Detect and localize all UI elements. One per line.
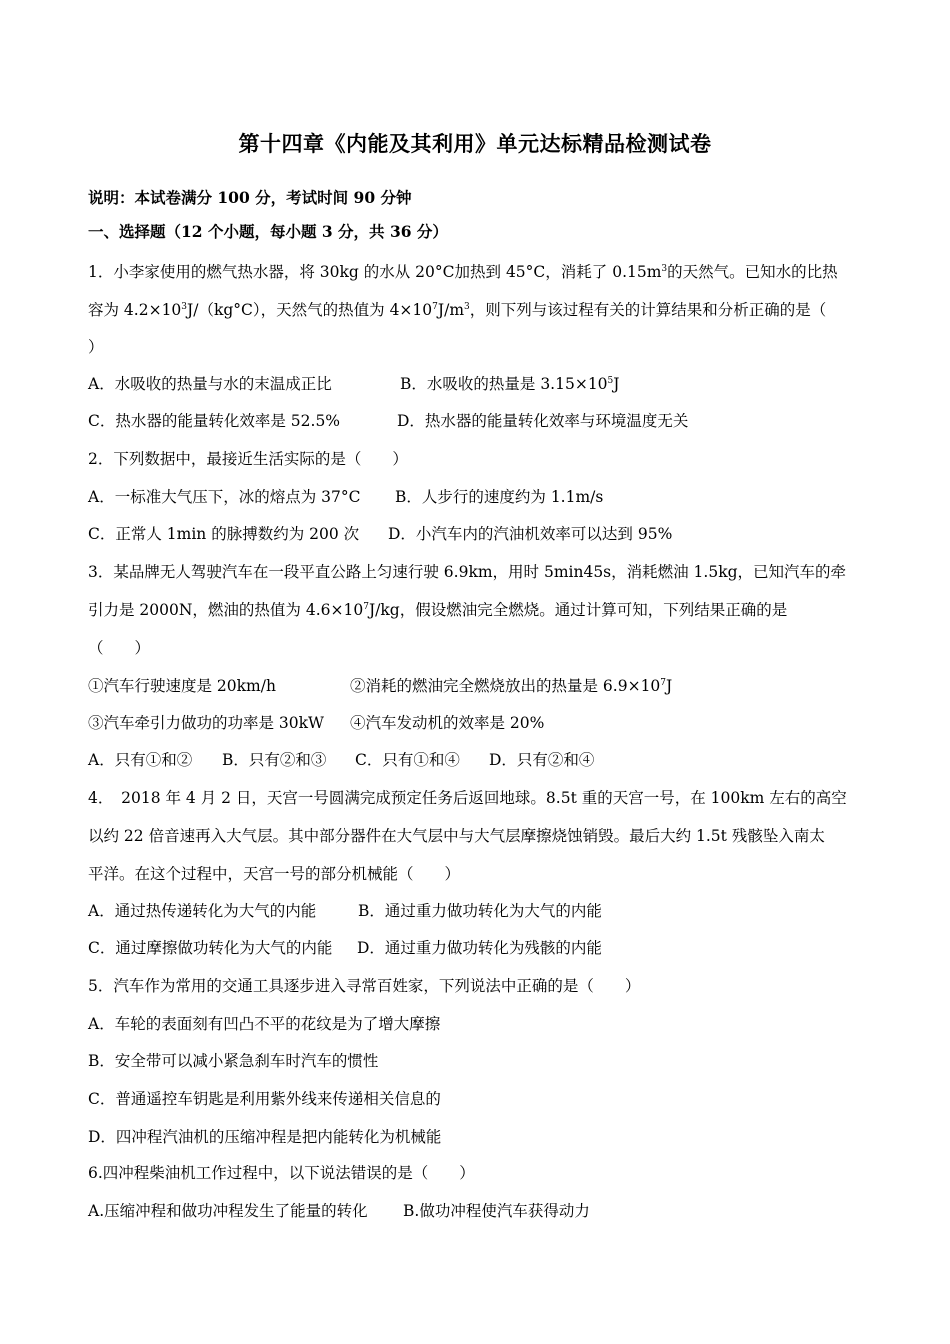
superscript: 3 <box>464 301 470 312</box>
question-1-text: J/（kg°C），天然气的热值为 4×10 <box>187 301 433 319</box>
question-3-option-c: C．只有①和④ <box>355 751 460 769</box>
question-3-option-d: D．只有②和④ <box>489 751 595 769</box>
section-heading: 一、选择题（12 个小题，每小题 3 分，共 36 分） <box>88 222 448 241</box>
question-3-text: J/kg，假设燃油完全燃烧。通过计算可知，下列结果正确的是 <box>368 601 788 619</box>
exam-instructions: 说明：本试卷满分 100 分，考试时间 90 分钟 <box>88 188 412 207</box>
question-3-option-a: A．只有①和② <box>88 751 193 769</box>
question-1-text: 容为 4.2×10 <box>88 301 182 319</box>
question-4-option-b: B．通过重力做功转化为大气的内能 <box>358 902 602 920</box>
question-5-option-d: D．四冲程汽油机的压缩冲程是把内能转化为机械能 <box>88 1128 442 1146</box>
question-4-line-2: 以约 22 倍音速再入大气层。其中部分器件在大气层中与大气层摩擦烧蚀销毁。最后大约 1.5t 残骸坠入南太 <box>88 827 825 845</box>
question-1-text: ，则下列与该过程有关的计算结果和分析正确的是（ <box>469 301 827 319</box>
question-1-line-3: ） <box>88 338 104 356</box>
question-5-option-c: C．普通遥控车钥匙是利用紫外线来传递相关信息的 <box>88 1090 441 1108</box>
question-1-option-b <box>400 374 620 394</box>
statement-text: J <box>666 677 673 695</box>
question-2-option-b: B．人步行的速度约为 1.1m/s <box>395 488 604 506</box>
question-4-option-c: C．通过摩擦做功转化为大气的内能 <box>88 939 333 957</box>
question-3-statement-2 <box>350 676 672 696</box>
question-3-line-2 <box>88 600 787 620</box>
question-1-option-d: D．热水器的能量转化效率与环境温度无关 <box>397 412 689 430</box>
question-1-option-c: C．热水器的能量转化效率是 52.5% <box>88 412 341 430</box>
question-4-option-a: A．通过热传递转化为大气的内能 <box>88 902 317 920</box>
question-6-stem: 6.四冲程柴油机工作过程中，以下说法错误的是（ ） <box>88 1164 475 1182</box>
question-4-option-d: D．通过重力做功转化为残骸的内能 <box>357 939 602 957</box>
question-1-line-1 <box>88 262 838 282</box>
option-text: J <box>613 375 620 393</box>
statement-text: ②消耗的燃油完全燃烧放出的热量是 6.9×10 <box>350 677 661 695</box>
question-6-option-b: B.做功冲程使汽车获得动力 <box>403 1202 590 1220</box>
question-1-text: 1．小李家使用的燃气热水器，将 30kg 的水从 20°C加热到 45°C，消耗了 0.15m <box>88 263 662 281</box>
question-1-text: 的天然气。已知水的比热 <box>667 263 838 281</box>
question-3-line-1: 3．某品牌无人驾驶汽车在一段平直公路上匀速行驶 6.9km，用时 5min45s，消耗燃油 1.5kg，已知汽车的牵 <box>88 563 847 581</box>
question-6-option-a: A.压缩冲程和做功冲程发生了能量的转化 <box>88 1202 368 1220</box>
page-title: 第十四章《内能及其利用》单元达标精品检测试卷 <box>238 131 712 156</box>
question-2-option-d: D．小汽车内的汽油机效率可以达到 95% <box>388 525 673 543</box>
superscript: 3 <box>661 263 668 274</box>
question-3-text: 引力是 2000N，燃油的热值为 4.6×10 <box>88 601 364 619</box>
superscript: 5 <box>607 375 614 386</box>
superscript: 7 <box>363 601 369 612</box>
question-1-option-a: A．水吸收的热量与水的末温成正比 <box>88 375 332 393</box>
question-2-option-a: A．一标准大气压下，冰的熔点为 37°C <box>88 488 361 506</box>
question-3-option-b: B．只有②和③ <box>222 751 327 769</box>
superscript: 7 <box>432 301 438 312</box>
question-3-statement-1: ①汽车行驶速度是 20km/h <box>88 677 276 695</box>
question-1-text: J/m <box>437 301 465 319</box>
question-5-stem: 5．汽车作为常用的交通工具逐步进入寻常百姓家，下列说法中正确的是（ ） <box>88 977 641 995</box>
superscript: 7 <box>660 677 667 688</box>
question-5-option-a: A．车轮的表面刻有凹凸不平的花纹是为了增大摩擦 <box>88 1015 441 1033</box>
question-4-line-1: 4． 2018 年 4 月 2 日，天宫一号圆满完成预定任务后返回地球。8.5t 重的天宫一号，在 100km 左右的高空 <box>88 789 847 807</box>
question-3-statement-3: ③汽车牵引力做功的功率是 30kW <box>88 714 324 732</box>
question-1-line-2 <box>88 300 826 320</box>
question-5-option-b: B．安全带可以减小紧急刹车时汽车的惯性 <box>88 1052 379 1070</box>
question-3-statement-4: ④汽车发动机的效率是 20% <box>350 714 545 732</box>
option-text: B．水吸收的热量是 3.15×10 <box>400 375 608 393</box>
question-4-line-3: 平洋。在这个过程中，天宫一号的部分机械能（ ） <box>88 865 461 883</box>
superscript: 3 <box>181 301 188 312</box>
question-3-line-3: （ ） <box>88 639 151 657</box>
question-2-stem: 2．下列数据中，最接近生活实际的是（ ） <box>88 450 408 468</box>
question-2-option-c: C．正常人 1min 的脉搏数约为 200 次 <box>88 525 360 543</box>
